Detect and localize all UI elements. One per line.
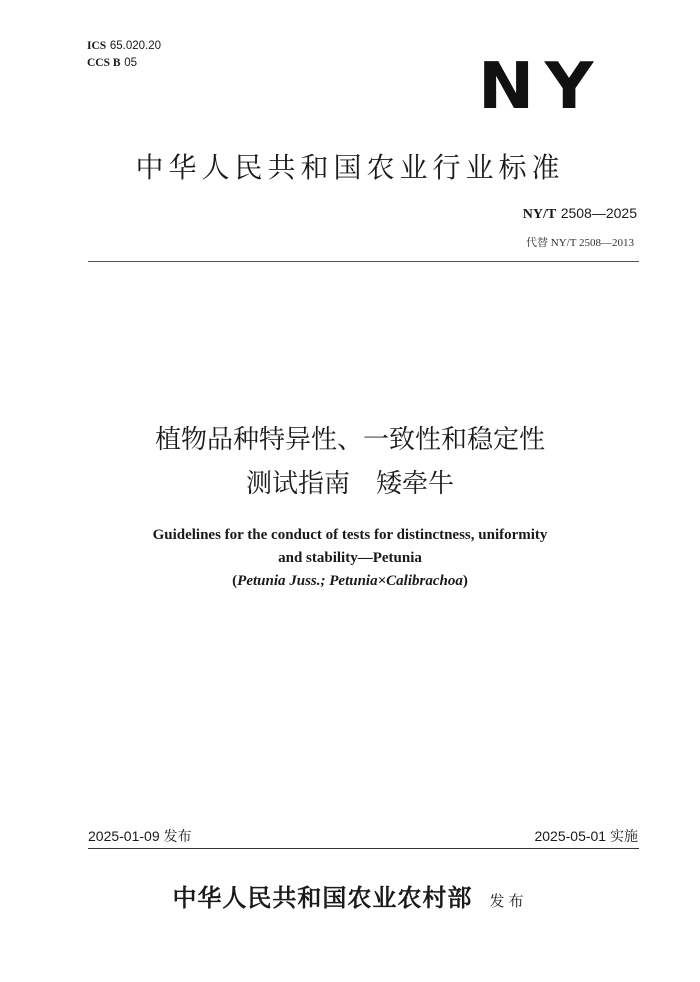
implementation-date [534, 826, 638, 846]
chinese-title-line-1: 植物品种特异性、一致性和稳定性 [154, 425, 545, 455]
standard-number [523, 205, 637, 223]
ministry-name: 中华人民共和国农业农村部 [172, 883, 473, 912]
standard-number-prefix: NY/T [522, 207, 557, 222]
chinese-title [0, 418, 700, 506]
ics-value: 65.020.20 [109, 40, 162, 52]
header-divider [88, 261, 639, 262]
ccs-code [87, 54, 161, 71]
issue-date [88, 826, 192, 846]
standard-category-title: 中华人民共和国农业行业标准 [135, 151, 565, 184]
ministry-issue-label: 发布 [489, 892, 528, 910]
implementation-label: 实施 [610, 829, 638, 845]
issue-label: 发布 [163, 829, 192, 845]
paren-close: ) [462, 573, 468, 589]
english-title-line-1: Guidelines for the conduct of tests for distinctness, uniformity [152, 527, 548, 543]
scientific-name: Petunia Juss.; Petunia×Calibrachoa [237, 573, 463, 589]
ics-label: ICS [87, 40, 107, 52]
english-title [0, 524, 700, 593]
footer-divider [88, 848, 639, 849]
standard-number-value: 2508—2025 [560, 205, 637, 221]
implementation-date-value: 2025-05-01 [534, 828, 607, 844]
english-title-line-2: and stability—Petunia [278, 550, 422, 566]
ccs-label: CCS B [87, 57, 121, 69]
replaces-note: 代替 NY/T 2508—2013 [526, 237, 634, 249]
issuing-authority [0, 878, 700, 913]
issue-date-value: 2025-01-09 [88, 828, 160, 844]
classification-codes [87, 37, 161, 71]
english-title-line-3 [0, 570, 700, 593]
ny-logo: NY [478, 50, 604, 124]
paren-open: ( [232, 573, 238, 589]
chinese-title-line-2: 测试指南 矮牵牛 [245, 469, 454, 499]
ccs-value: 05 [124, 57, 138, 69]
ics-code [87, 37, 161, 54]
